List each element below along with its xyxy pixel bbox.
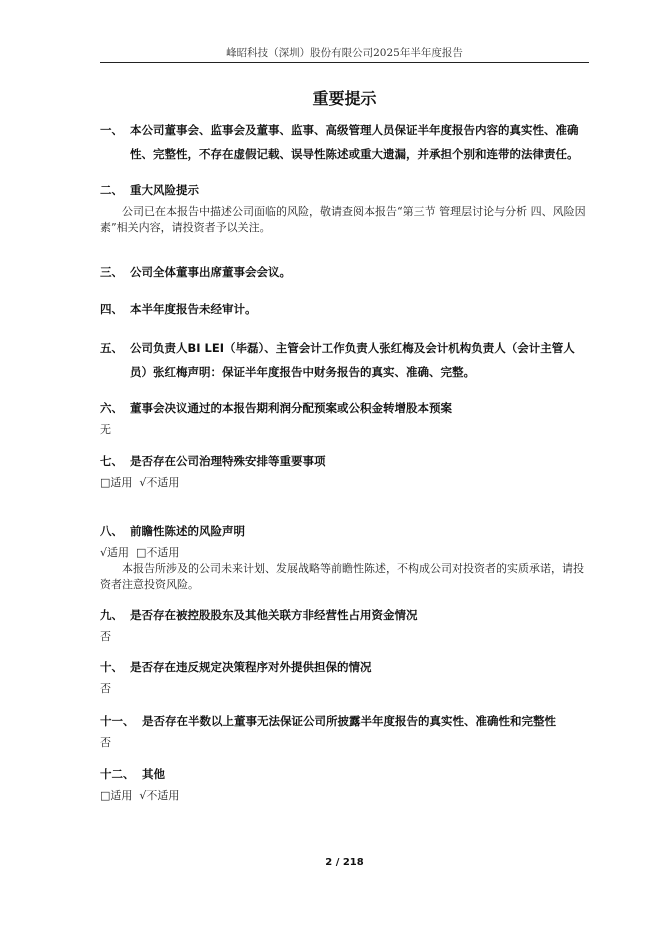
section-5-number: 五、 xyxy=(100,341,123,355)
section-8-heading: 前瞻性陈述的风险声明 xyxy=(130,524,245,538)
section-1 xyxy=(100,118,590,166)
section-10-number: 十、 xyxy=(100,660,123,674)
section-2 xyxy=(100,178,590,202)
section-5 xyxy=(100,336,590,384)
section-10 xyxy=(100,655,590,679)
section-1-number: 一、 xyxy=(100,123,123,137)
page-number: 2 / 218 xyxy=(325,857,364,868)
section-3-text: 公司全体董事出席董事会会议。 xyxy=(130,265,291,279)
section-8 xyxy=(100,519,590,543)
section-12-number: 十二、 xyxy=(100,767,135,781)
section-8-number: 八、 xyxy=(100,524,123,538)
section-5-text: 公司负责人BI LEI（毕磊）、主管会计工作负责人张红梅及会计机构负责人（会计主管人员）张红梅声明：保证半年度报告中财务报告的真实、准确、完整。 xyxy=(130,341,575,379)
section-8-body: 本报告所涉及的公司未来计划、发展战略等前瞻性陈述，不构成公司对投资者的实质承诺，请投资者注意投资风险。 xyxy=(100,562,584,591)
section-4-text: 本半年度报告未经审计。 xyxy=(130,302,257,316)
section-2-number: 二、 xyxy=(100,183,123,197)
section-10-answer: 否 xyxy=(100,682,111,695)
section-11 xyxy=(100,709,590,733)
section-2-body: 公司已在本报告中描述公司面临的风险，敬请查阅本报告“第三节 管理层讨论与分析 四、风险因素”相关内容，请投资者予以关注。 xyxy=(100,205,586,234)
header-rule xyxy=(100,62,589,63)
section-9-number: 九、 xyxy=(100,608,123,622)
section-9-heading: 是否存在被控股股东及其他关联方非经营性占用资金情况 xyxy=(130,608,418,622)
section-8-applicability: √适用 □不适用 xyxy=(100,546,180,559)
section-3 xyxy=(100,260,590,284)
section-6-answer: 无 xyxy=(100,423,111,436)
section-11-answer: 否 xyxy=(100,736,111,749)
section-6-heading: 董事会决议通过的本报告期利润分配预案或公积金转增股本预案 xyxy=(130,401,452,415)
running-header: 峰昭科技（深圳）股份有限公司2025年半年度报告 xyxy=(226,47,463,59)
section-6 xyxy=(100,396,590,420)
section-4-number: 四、 xyxy=(100,302,123,316)
section-1-text: 本公司董事会、监事会及董事、监事、高级管理人员保证半年度报告内容的真实性、准确性、完整性，不存在虚假记载、误导性陈述或重大遗漏，并承担个别和连带的法律责任。 xyxy=(130,123,579,161)
section-9-answer: 否 xyxy=(100,630,111,643)
section-3-number: 三、 xyxy=(100,265,123,279)
section-7-applicability: □适用 √不适用 xyxy=(100,476,180,489)
section-6-number: 六、 xyxy=(100,401,123,415)
section-4 xyxy=(100,297,590,321)
section-12-heading: 其他 xyxy=(142,767,165,781)
section-9 xyxy=(100,603,590,627)
section-2-heading: 重大风险提示 xyxy=(130,183,199,197)
section-11-heading: 是否存在半数以上董事无法保证公司所披露半年度报告的真实性、准确性和完整性 xyxy=(142,714,556,728)
section-7-number: 七、 xyxy=(100,454,123,468)
section-7-heading: 是否存在公司治理特殊安排等重要事项 xyxy=(130,454,326,468)
section-12 xyxy=(100,762,590,786)
section-7 xyxy=(100,449,590,473)
section-12-applicability: □适用 √不适用 xyxy=(100,789,180,802)
page-title: 重要提示 xyxy=(312,89,377,108)
section-11-number: 十一、 xyxy=(100,714,135,728)
section-10-heading: 是否存在违反规定决策程序对外提供担保的情况 xyxy=(130,660,372,674)
